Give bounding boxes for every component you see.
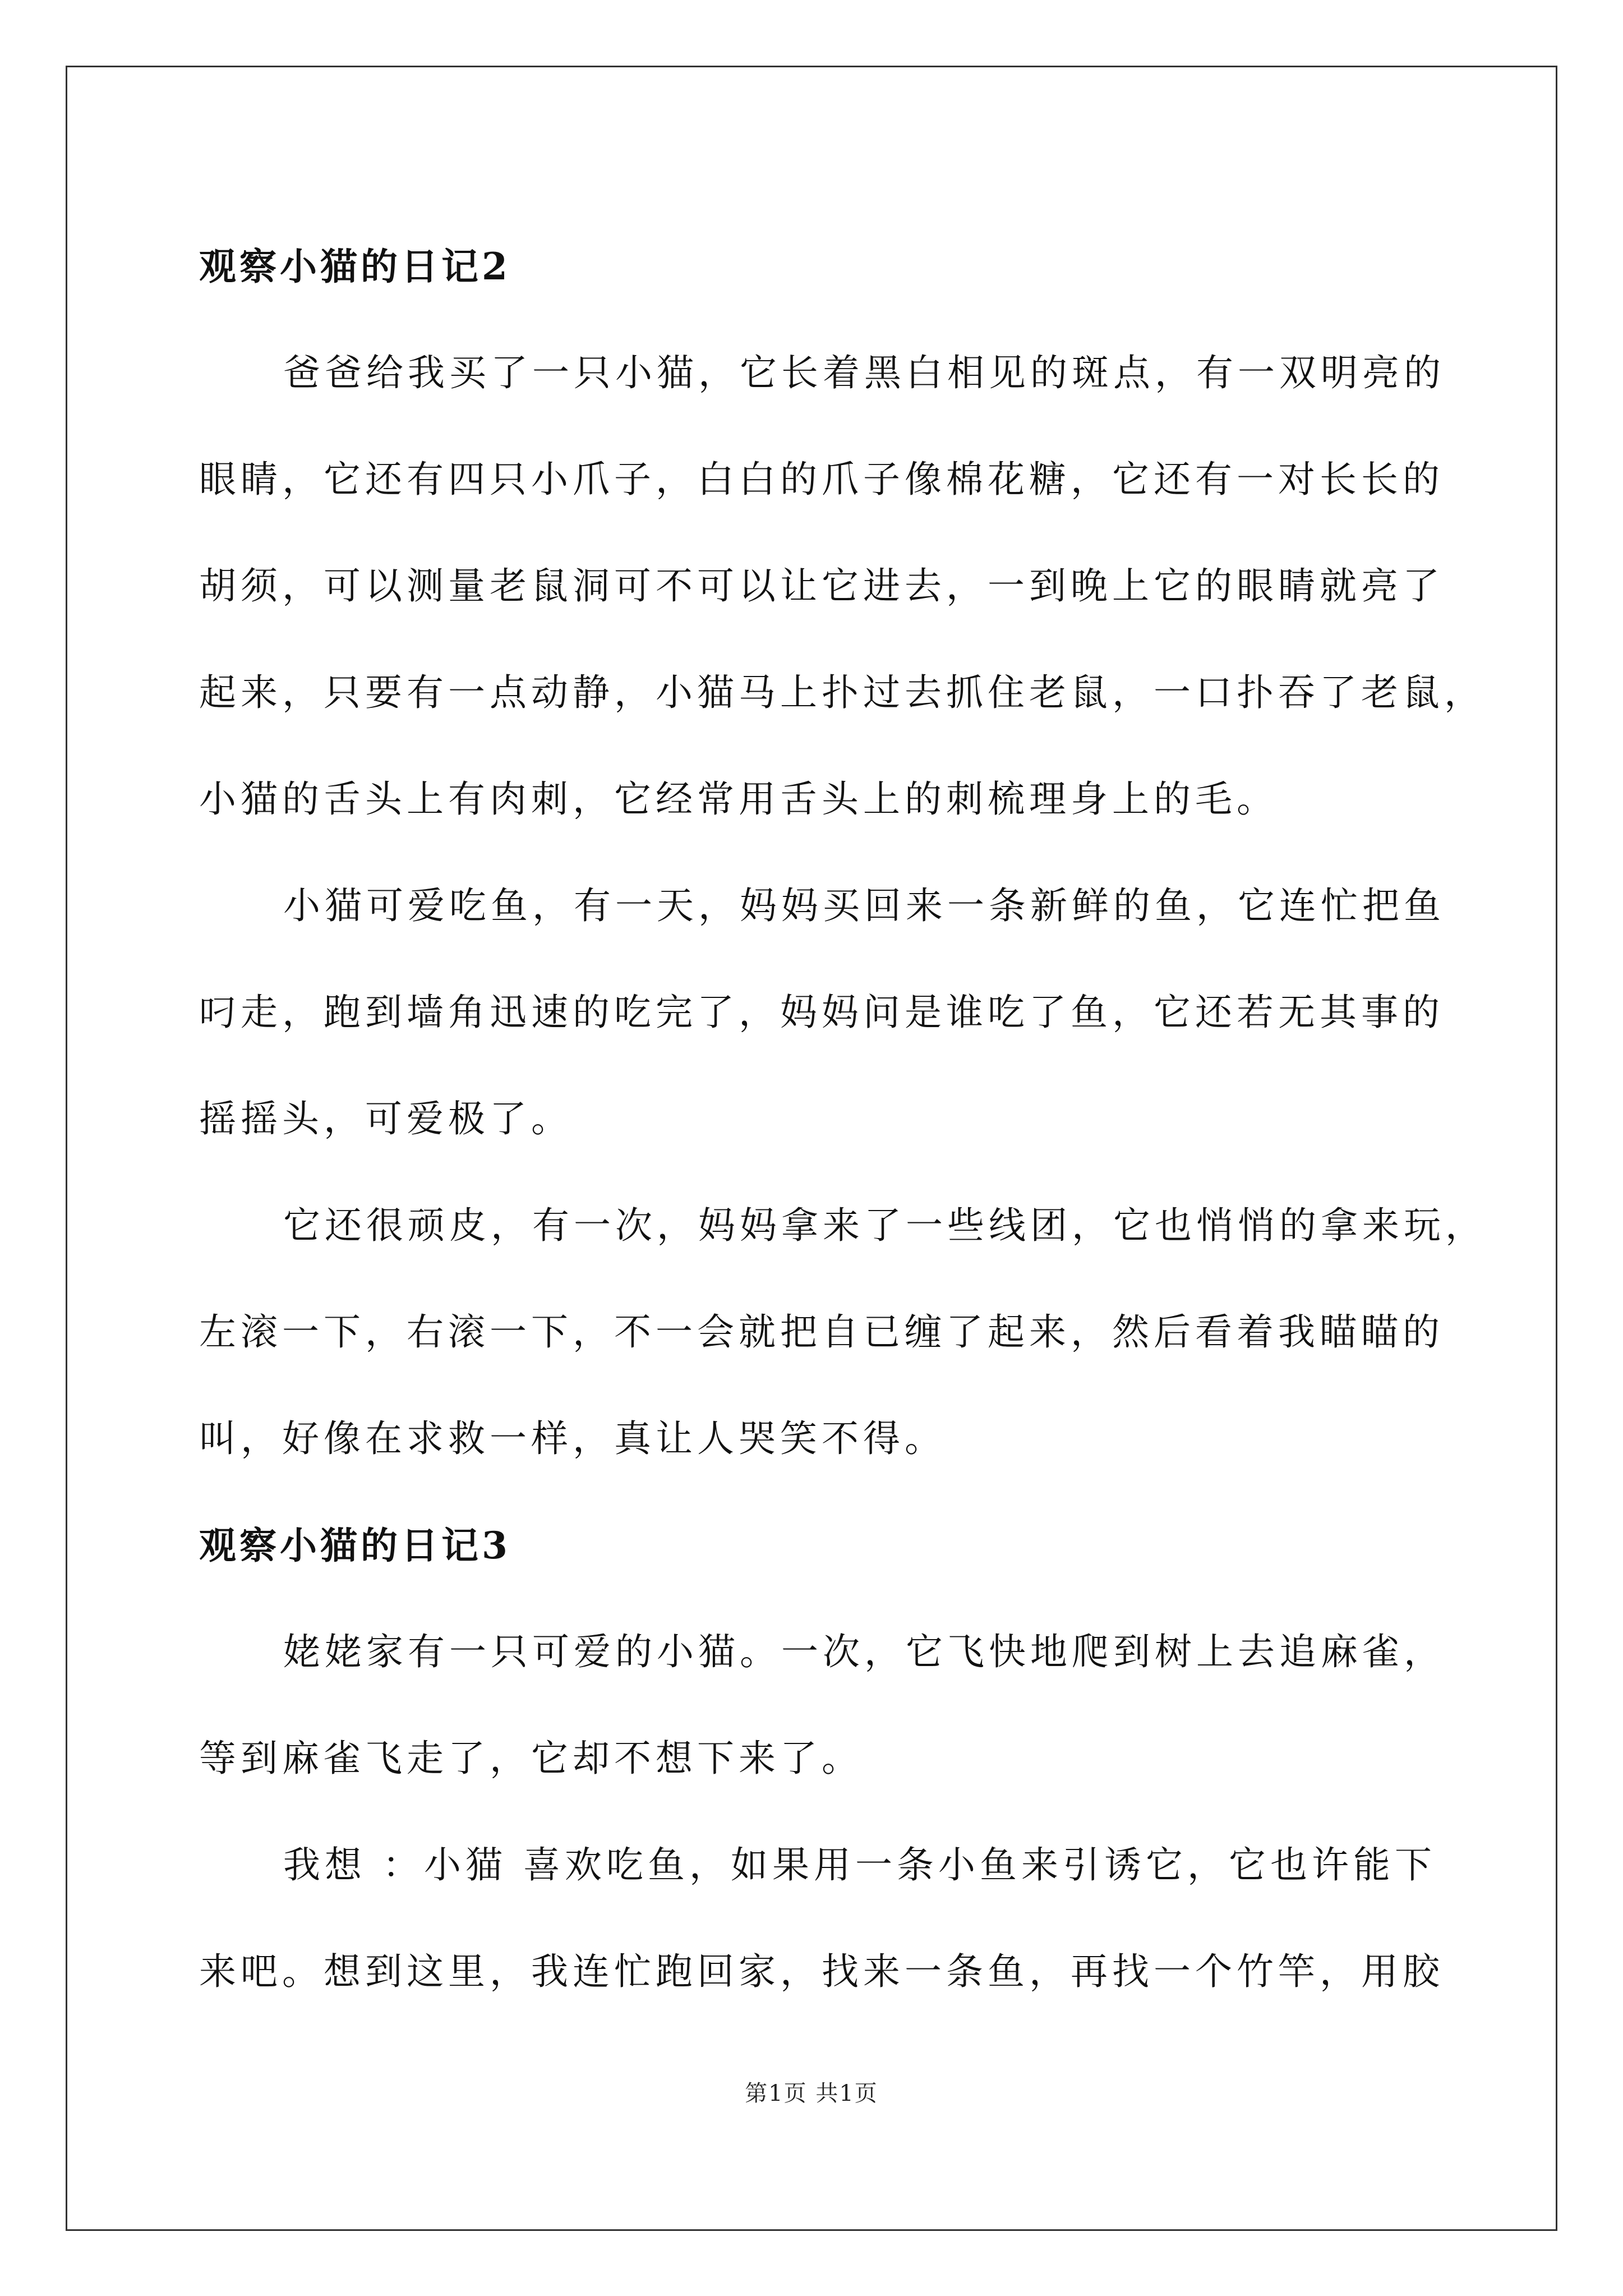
paragraph-line: 叼走，跑到墙角迅速的吃完了，妈妈问是谁吃了鱼，它还若无其事的 <box>199 991 1444 1034</box>
paragraph-line: 小猫的舌头上有肉刺，它经常用舌头上的刺梳理身上的毛。 <box>199 777 1278 821</box>
document-body <box>199 213 1487 2025</box>
paragraph <box>199 1599 1450 1812</box>
paragraph-line: 起来，只要有一点动静，小猫马上扑过去抓住老鼠，一口扑吞了老鼠， <box>199 671 1486 714</box>
paragraph-line: 我想 ：小猫 喜欢吃鱼，如果用一条小鱼来引诱它，它也许能下 <box>283 1843 1436 1887</box>
paragraph-line: 小猫可爱吃鱼，有一天，妈妈买回来一条新鲜的鱼，它连忙把鱼 <box>283 884 1445 927</box>
paragraph <box>199 853 1450 1172</box>
section-heading: 观察小猫的日记2 <box>199 245 511 288</box>
paragraph-line: 姥姥家有一只可爱的小猫。一次，它飞快地爬到树上去追麻雀， <box>283 1630 1445 1673</box>
paragraph-line: 眼睛，它还有四只小爪子，白白的爪子像棉花糖，它还有一对长长的 <box>199 458 1444 501</box>
paragraph-line: 左滚一下，右滚一下，不一会就把自已缠了起来，然后看着我瞄瞄的 <box>199 1310 1444 1354</box>
paragraph-line: 叫，好像在求救一样，真让人哭笑不得。 <box>199 1417 946 1460</box>
paragraph-line: 等到麻雀飞走了，它却不想下来了。 <box>199 1737 863 1780</box>
section-heading: 观察小猫的日记3 <box>199 1524 511 1567</box>
paragraph <box>199 1812 1450 2025</box>
paragraph <box>199 1172 1487 1492</box>
paragraph-line: 来吧。想到这里，我连忙跑回家，找来一条鱼，再找一个竹竿，用胶 <box>199 1950 1444 1993</box>
paragraph-line: 摇摇头，可爱极了。 <box>199 1097 573 1140</box>
page-footer: 第1页 共1页 <box>745 2081 878 2106</box>
paragraph-line: 爸爸给我买了一只小猫，它长着黑白相见的斑点，有一双明亮的 <box>283 351 1445 394</box>
paragraph-line: 胡须，可以测量老鼠洞可不可以让它进去，一到晚上它的眼睛就亮了 <box>199 564 1444 608</box>
paragraph <box>199 320 1486 853</box>
paragraph-line: 它还很顽皮，有一次，妈妈拿来了一些线团，它也悄悄的拿来玩， <box>283 1204 1487 1247</box>
